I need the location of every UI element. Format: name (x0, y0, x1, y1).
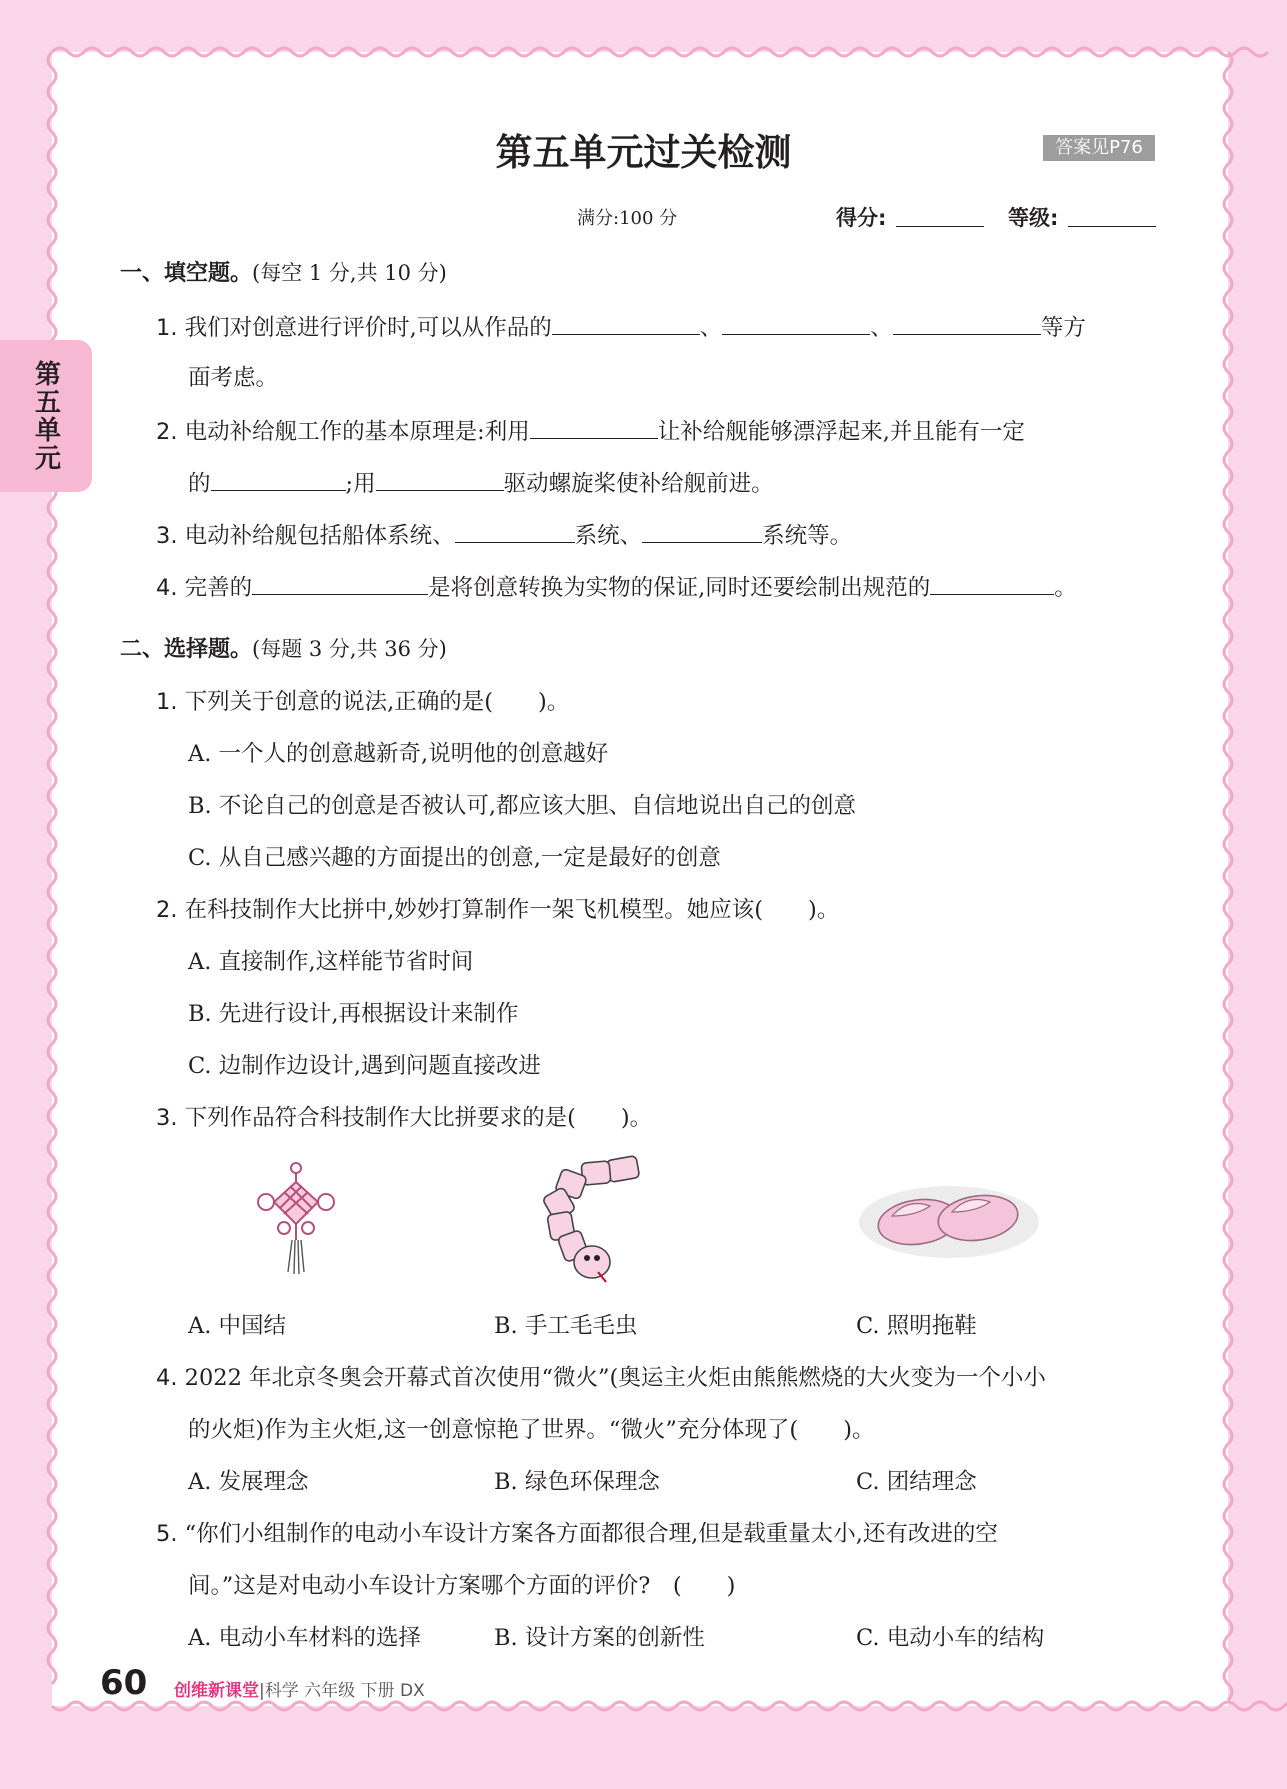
answer-blank[interactable] (530, 412, 658, 439)
answer-blank[interactable] (552, 308, 700, 335)
fill-q1-line1 (156, 308, 1086, 342)
question-text: 系统、 (574, 523, 643, 549)
grade-blank[interactable] (1068, 226, 1156, 227)
section-choice-heading (120, 632, 447, 663)
question-text: 驱动螺旋桨使补给舰前进。 (503, 471, 774, 497)
unit-side-tab (0, 340, 92, 492)
page-number: 60 (100, 1663, 148, 1703)
section1-title: 一、填空题。 (120, 261, 253, 286)
answer-blank[interactable] (930, 568, 1054, 595)
footer-book-info: |科学 六年级 下册 DX (259, 1681, 425, 1701)
choice-q1-option-a[interactable]: A. 一个人的创意越新奇,说明他的创意越好 (188, 741, 609, 767)
score-blank[interactable] (896, 226, 984, 227)
choice-q4-option-c[interactable]: C. 团结理念 (856, 1469, 977, 1495)
choice-q5-stem-line1 (156, 1516, 998, 1548)
section2-title: 二、选择题。 (120, 637, 253, 662)
question-number: 4. (156, 1365, 178, 1391)
choice-q1-option-c[interactable]: C. 从自己感兴趣的方面提出的创意,一定是最好的创意 (188, 845, 721, 871)
choice-q1-option-b[interactable]: B. 不论自己的创意是否被认可,都应该大胆、自信地说出自己的创意 (188, 793, 856, 819)
answer-blank[interactable] (252, 568, 428, 595)
footer-brand: 创维新课堂 (174, 1681, 259, 1701)
unit-side-tab-label: 第五单元 (30, 360, 61, 472)
section1-note: (每空 1 分,共 10 分) (252, 261, 447, 285)
full-score: 满分:100 分 (577, 208, 678, 229)
choice-q3-stem (156, 1100, 652, 1132)
score-label: 得分: (836, 206, 887, 230)
question-number: 1. (156, 689, 178, 715)
choice-q4-option-a[interactable]: A. 发展理念 (188, 1469, 309, 1495)
choice-q4-stem-line2: 的火炬)作为主火炬,这一创意惊艳了世界。“微火”充分体现了( )。 (188, 1417, 875, 1443)
question-text: 完善的 (184, 575, 253, 601)
choice-q5-option-a[interactable]: A. 电动小车材料的选择 (188, 1625, 422, 1651)
choice-q3-option-a[interactable]: A. 中国结 (188, 1313, 287, 1339)
answer-blank[interactable] (376, 464, 504, 491)
choice-q5-stem-line2: 间。”这是对电动小车设计方案哪个方面的评价? ( ) (188, 1573, 736, 1599)
slippers-image (856, 1170, 1042, 1266)
question-text: 电动补给舰包括船体系统、 (184, 523, 455, 549)
fill-q4 (156, 568, 1077, 602)
choice-q4-stem-line1 (156, 1360, 1046, 1392)
choice-q1-stem (156, 684, 569, 716)
fill-q2-line1 (156, 412, 1025, 446)
choice-q3-option-c[interactable]: C. 照明拖鞋 (856, 1313, 977, 1339)
fill-q3 (156, 516, 852, 550)
question-text: ;用 (345, 471, 376, 497)
question-text: 、 (870, 315, 893, 341)
question-number: 2. (156, 419, 178, 445)
question-text: 等方 (1040, 315, 1086, 341)
fill-q1-line2: 面考虑。 (188, 365, 279, 391)
choice-q4-option-b[interactable]: B. 绿色环保理念 (494, 1469, 660, 1495)
question-text: 。 (1054, 575, 1077, 601)
fill-q2-line2 (188, 464, 774, 498)
answer-blank[interactable] (722, 308, 870, 335)
question-number: 3. (156, 1105, 178, 1131)
choice-q5-option-b[interactable]: B. 设计方案的创新性 (494, 1625, 705, 1651)
page-title: 第五单元过关检测 (495, 131, 792, 174)
footer-info (174, 1676, 425, 1701)
question-text: 系统等。 (762, 523, 853, 549)
choice-q2-option-b[interactable]: B. 先进行设计,再根据设计来制作 (188, 1001, 519, 1027)
question-text: “你们小组制作的电动小车设计方案各方面都很合理,但是载重量太小,还有改进的空 (184, 1521, 998, 1547)
answer-reference-badge: 答案见P76 (1043, 135, 1155, 161)
question-number: 5. (156, 1521, 178, 1547)
question-text: 是将创意转换为实物的保证,同时还要绘制出规范的 (428, 575, 931, 601)
choice-q2-stem (156, 892, 839, 924)
section2-note: (每题 3 分,共 36 分) (252, 637, 447, 661)
answer-blank[interactable] (642, 516, 762, 543)
question-text: 我们对创意进行评价时,可以从作品的 (184, 315, 552, 341)
question-text: 下列作品符合科技制作大比拼要求的是( )。 (184, 1105, 653, 1131)
question-number: 2. (156, 897, 178, 923)
question-text: 、 (699, 315, 723, 341)
question-text: 电动补给舰工作的基本原理是:利用 (184, 419, 530, 445)
score-row (0, 200, 1287, 234)
question-text: 的 (188, 471, 211, 497)
question-number: 4. (156, 575, 178, 601)
question-text: 2022 年北京冬奥会开幕式首次使用“微火”(奥运主火炬由熊熊燃烧的大火变为一个小小 (184, 1365, 1046, 1391)
answer-blank[interactable] (893, 308, 1041, 335)
caterpillar-image (538, 1154, 646, 1288)
question-number: 1. (156, 315, 178, 341)
answer-blank[interactable] (455, 516, 575, 543)
question-number: 3. (156, 523, 178, 549)
choice-q5-option-c[interactable]: C. 电动小车的结构 (856, 1625, 1045, 1651)
section-fill-blank-heading (120, 256, 447, 287)
grade-label: 等级: (1008, 206, 1059, 230)
choice-q3-option-b[interactable]: B. 手工毛毛虫 (494, 1313, 638, 1339)
question-text: 下列关于创意的说法,正确的是( )。 (184, 689, 570, 715)
answer-blank[interactable] (211, 464, 346, 491)
choice-q2-option-a[interactable]: A. 直接制作,这样能节省时间 (188, 949, 474, 975)
question-text: 在科技制作大比拼中,妙妙打算制作一架飞机模型。她应该( )。 (184, 897, 840, 923)
chinese-knot-image (246, 1158, 346, 1278)
choice-q2-option-c[interactable]: C. 边制作边设计,遇到问题直接改进 (188, 1053, 541, 1079)
question-text: 让补给舰能够漂浮起来,并且能有一定 (657, 419, 1025, 445)
